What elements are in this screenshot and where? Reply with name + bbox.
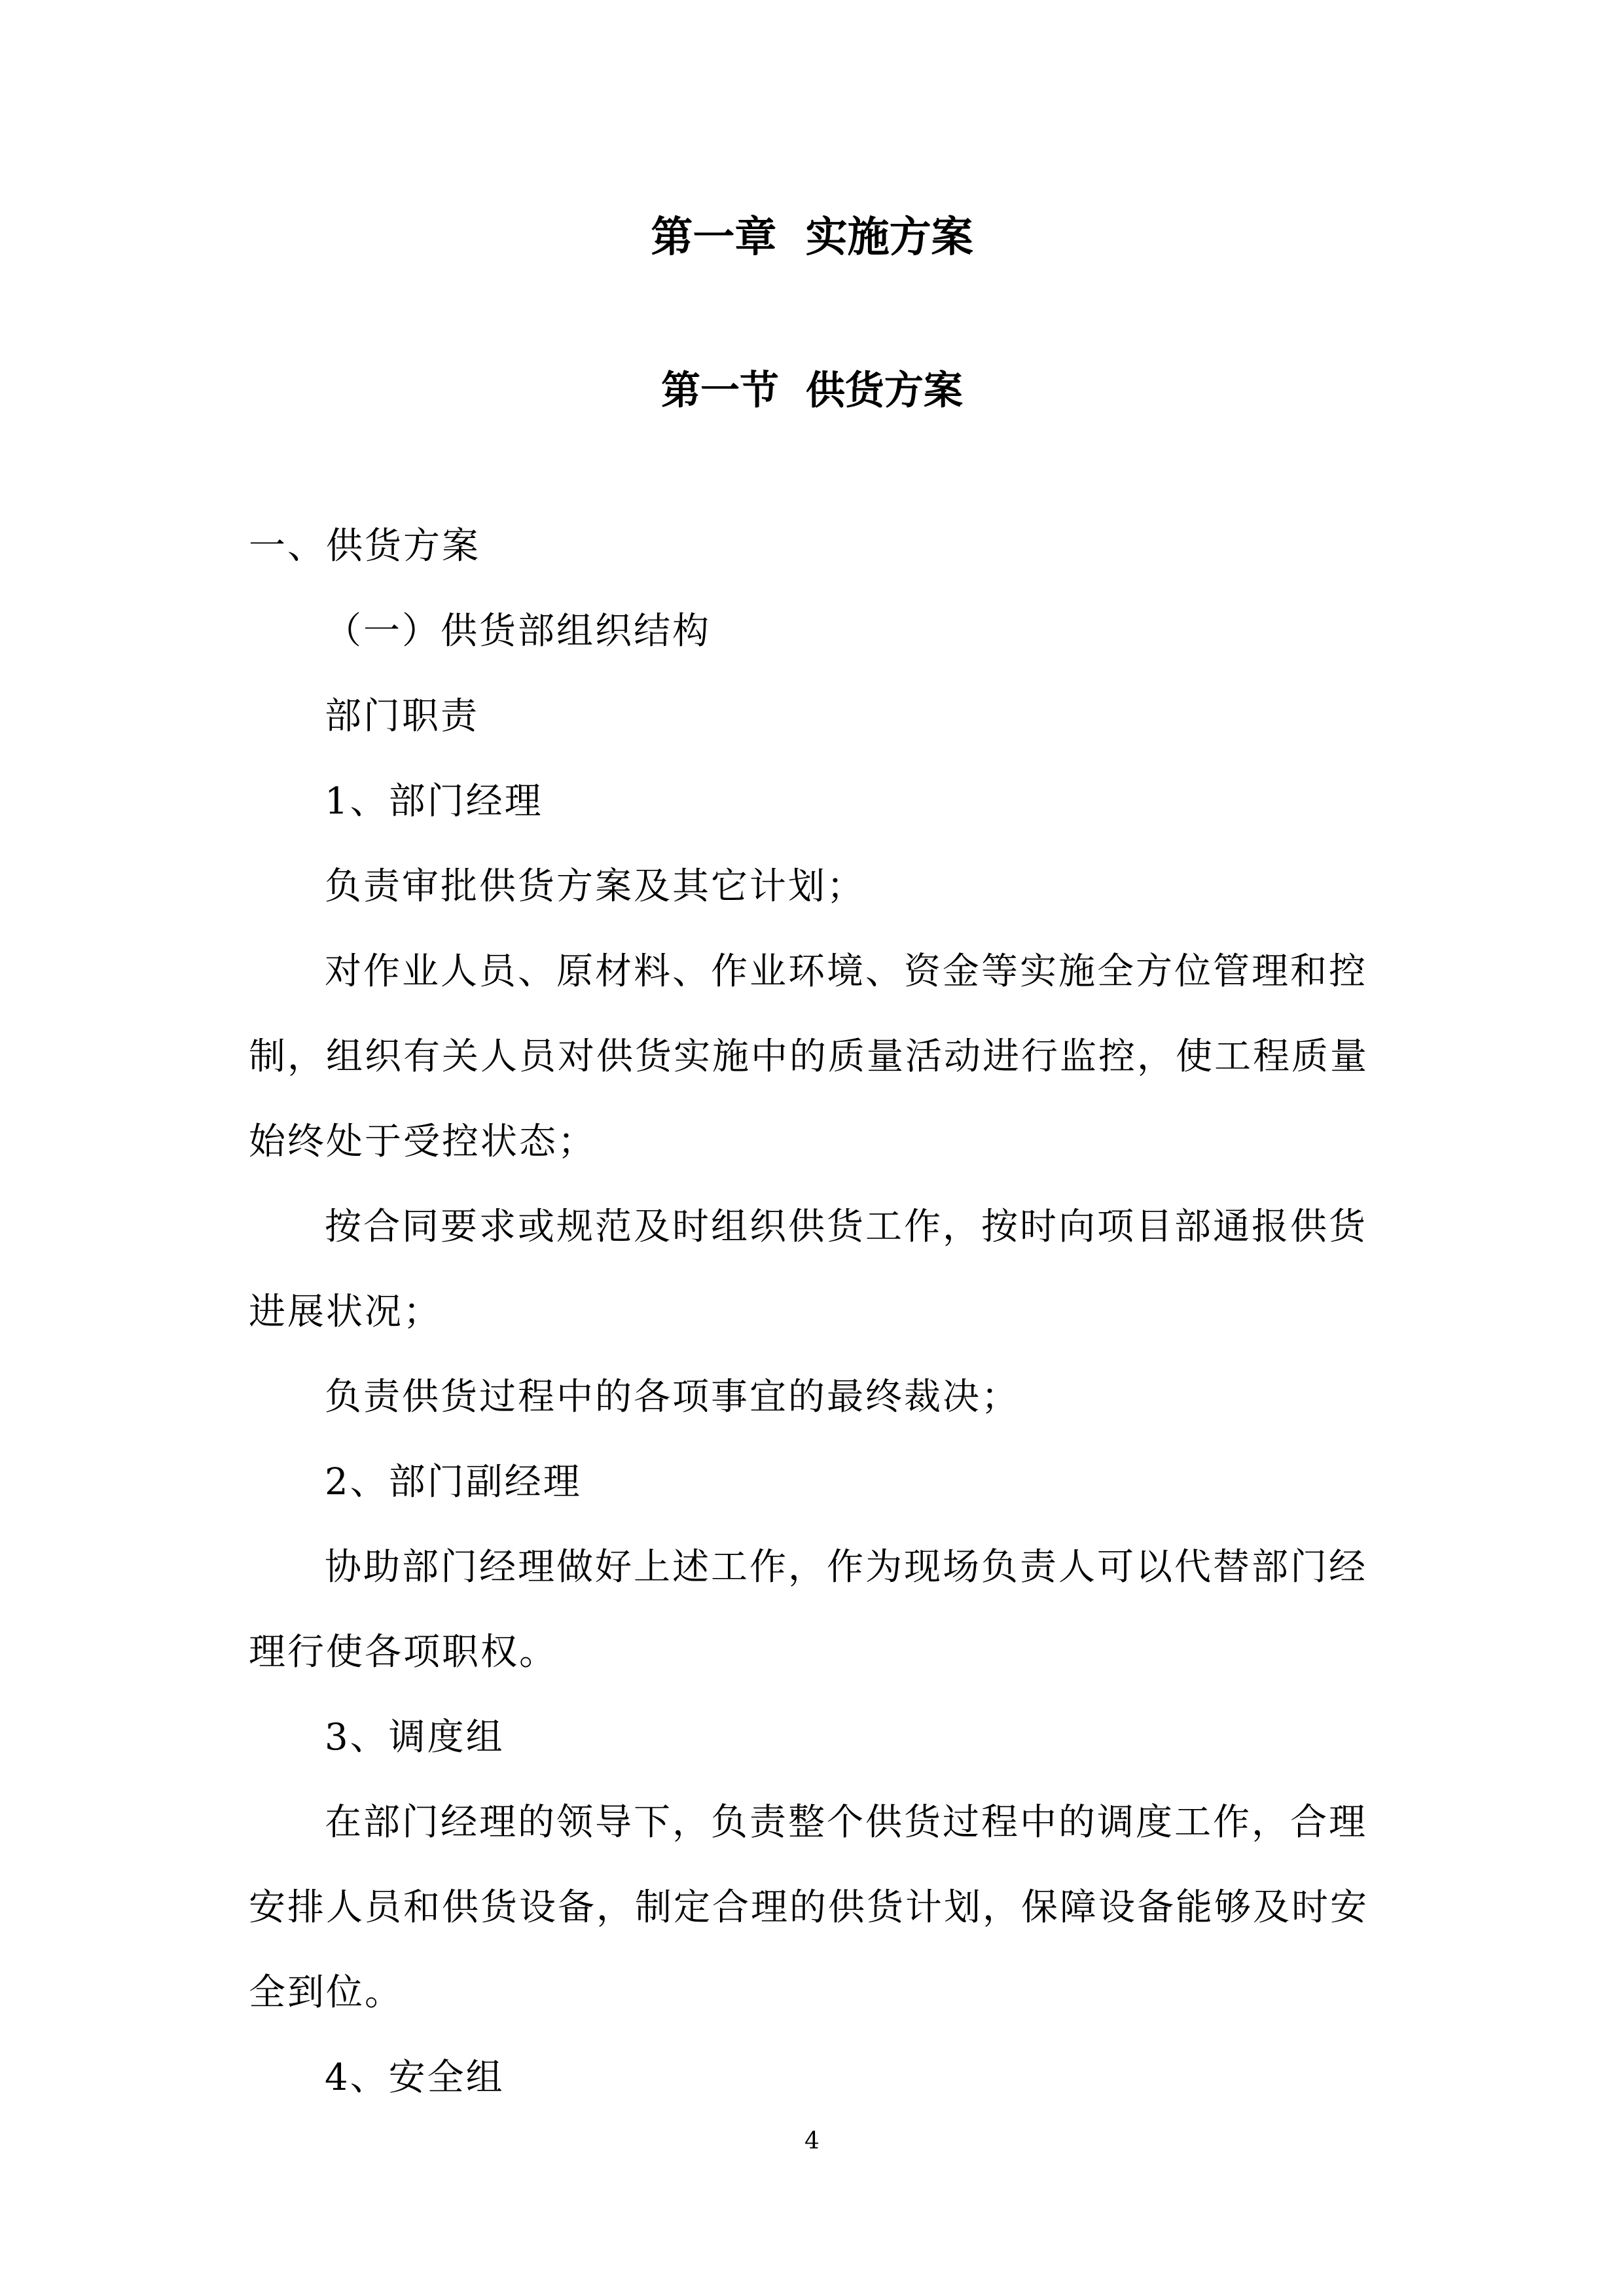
page-number: 4 xyxy=(804,2128,820,2155)
paragraph-manager-duty-1: 负责审批供货方案及其它计划； xyxy=(325,865,865,908)
paragraph-manager-duty-4: 负责供货过程中的各项事宜的最终裁决； xyxy=(325,1376,1020,1418)
paragraph-dispatch-duty: 在部门经理的领导下，负责整个供货过程中的调度工作，合理安排人员和供货设备，制定合理的供货计划，保障设备能够及时安全到位。 xyxy=(249,1801,1369,2014)
paragraph-manager-duty-3: 按合同要求或规范及时组织供货工作，按时向项目部通报供货进展状况； xyxy=(249,1206,1367,1333)
chapter-title: 第一章 实施方案 xyxy=(651,213,973,262)
paragraph-item-manager: 1、部门经理 xyxy=(325,780,543,823)
paragraph-deputy-duty: 协助部门经理做好上述工作，作为现场负责人可以代替部门经理行使各项职权。 xyxy=(249,1546,1367,1674)
paragraph-item-dispatch-group: 3、调度组 xyxy=(325,1716,505,1759)
paragraph-manager-duty-2: 对作业人员、原材料、作业环境、资金等实施全方位管理和控制，组织有关人员对供货实施中的质量活动进行监控，使工程质量始终处于受控状态； xyxy=(249,950,1369,1163)
body-text xyxy=(249,504,1381,2121)
paragraph-subheading-org-structure: （一）供货部组织结构 xyxy=(325,610,711,653)
paragraph-item-deputy-manager: 2、部门副经理 xyxy=(325,1461,582,1503)
paragraph-department-duties: 部门职责 xyxy=(325,695,479,738)
paragraph-item-safety-group: 4、安全组 xyxy=(325,2056,505,2099)
section-title: 第一节 供货方案 xyxy=(661,368,963,414)
paragraph-heading-supply-plan: 一、供货方案 xyxy=(249,525,480,567)
